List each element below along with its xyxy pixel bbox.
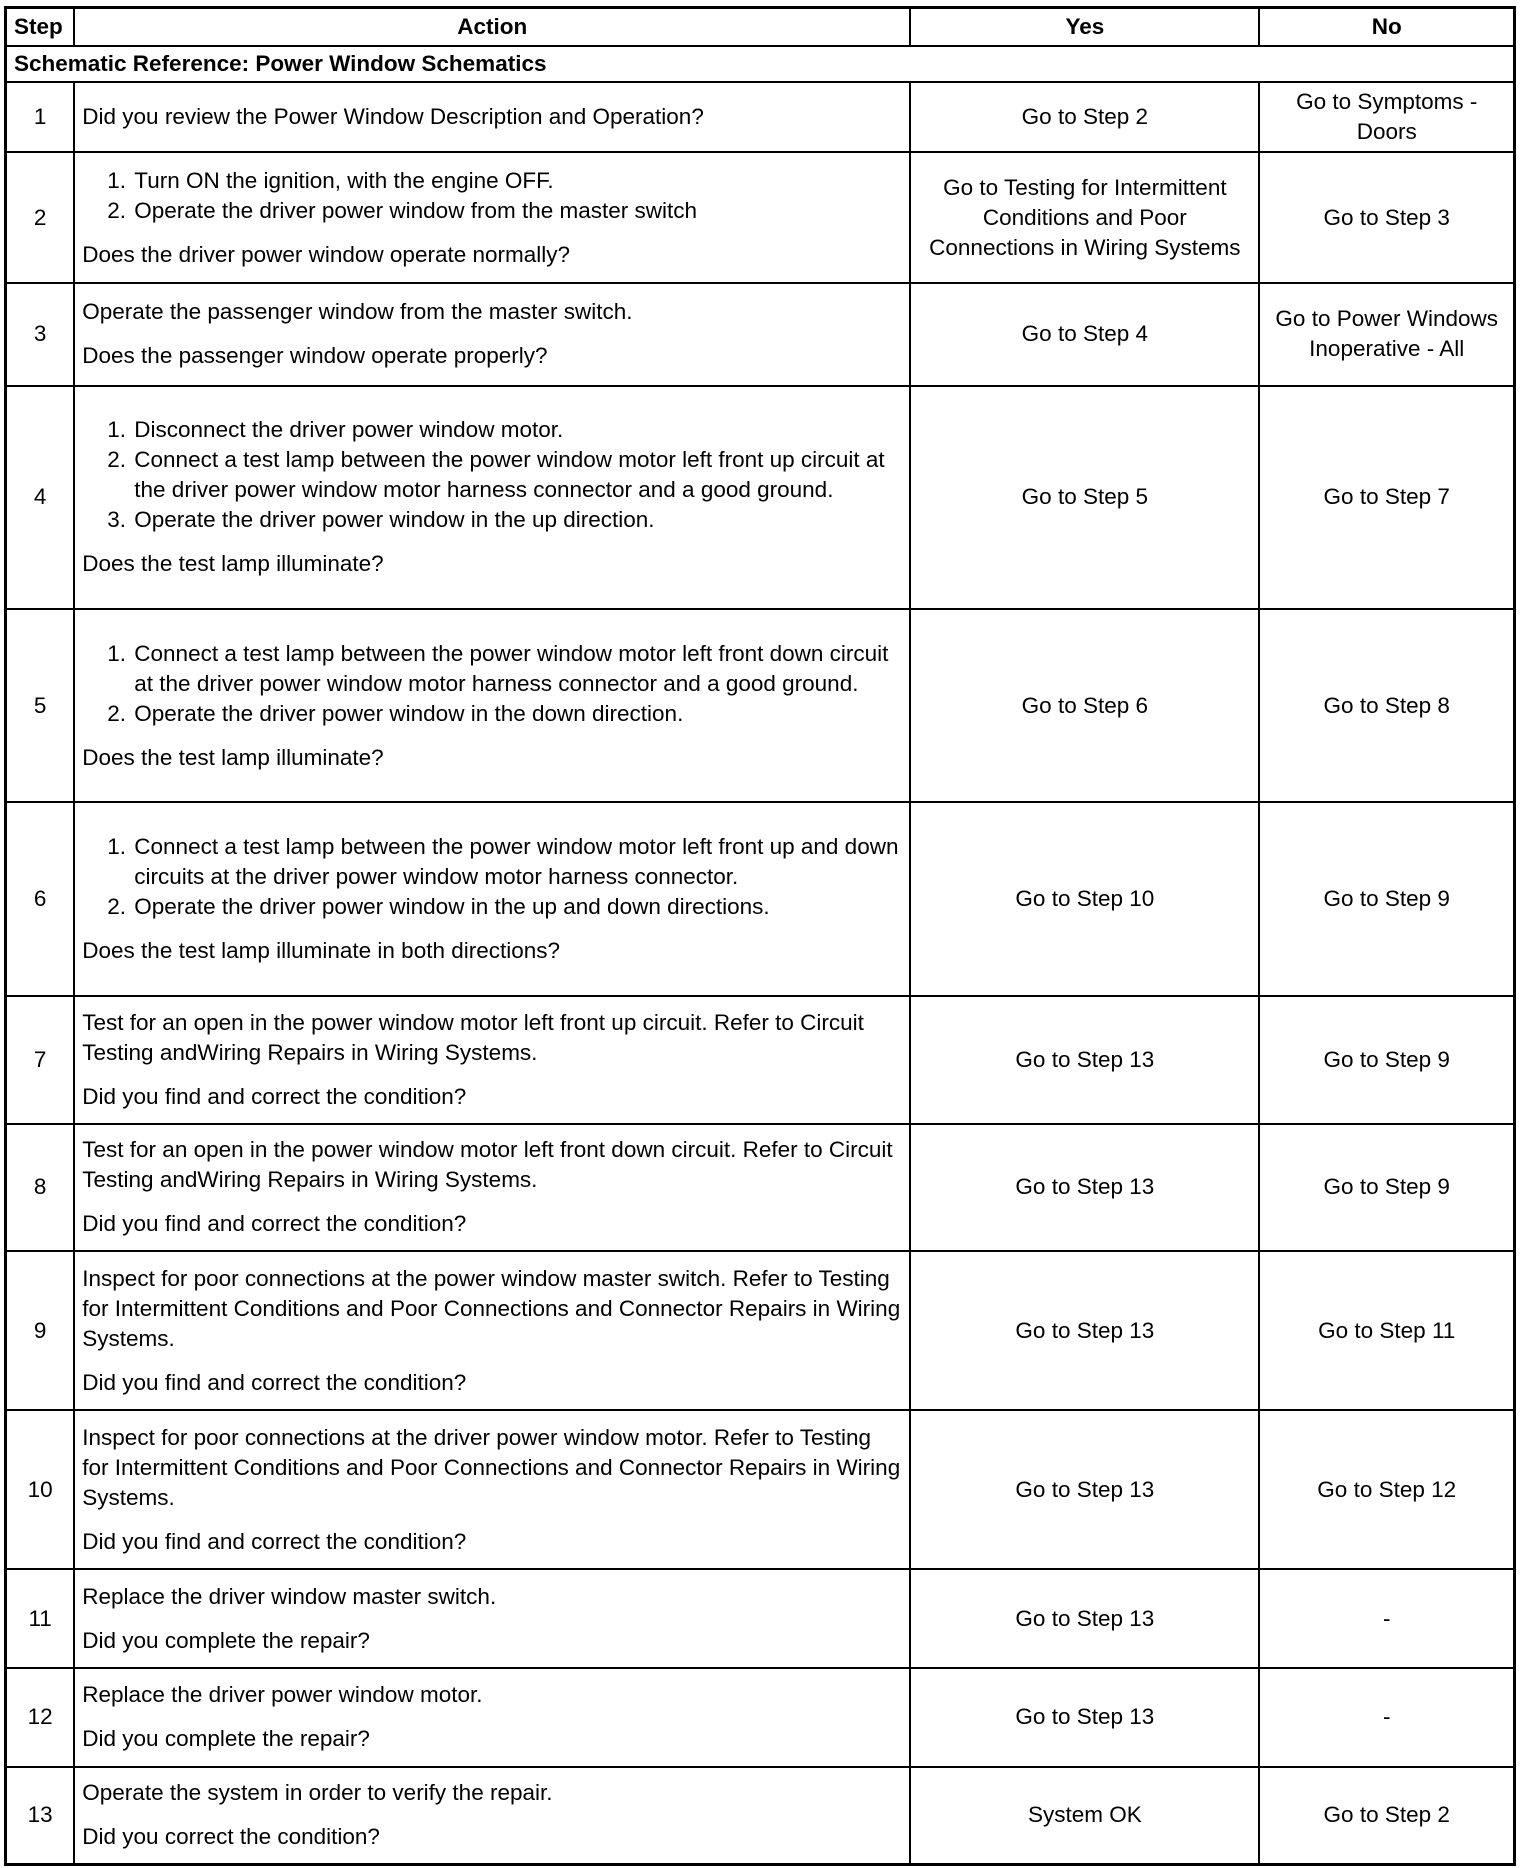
action-cell [74, 1569, 910, 1668]
table-row [6, 1410, 1515, 1569]
step-number: 3 [6, 283, 75, 386]
action-text: Did you review the Power Window Description and Operation? [82, 103, 704, 129]
step-number: 6 [6, 802, 75, 995]
no-result: Go to Step 2 [1259, 1767, 1514, 1865]
action-step-item: 3. Operate the driver power window in the up direction. [132, 505, 902, 535]
no-result: Go to Step 3 [1259, 152, 1514, 283]
action-cell [74, 1767, 910, 1865]
action-text: Inspect for poor connections at the driver power window motor. Refer to Testing for Intermittent Conditions and Poor Connections and Connector Repairs in Wiring Systems. [82, 1424, 901, 1510]
step-number: 10 [6, 1410, 75, 1569]
action-question: Does the passenger window operate properly? [82, 343, 548, 369]
yes-result: Go to Step 6 [910, 609, 1259, 802]
no-result: - [1259, 1668, 1514, 1767]
action-cell [74, 1251, 910, 1410]
yes-result: System OK [910, 1767, 1259, 1865]
yes-result: Go to Step 10 [910, 802, 1259, 995]
action-question: Did you correct the condition? [82, 1824, 380, 1850]
no-result: Go to Power Windows Inoperative - All [1259, 283, 1514, 386]
table-row [6, 996, 1515, 1124]
action-step-item: 2. Operate the driver power window from the master switch [132, 196, 902, 226]
table-row [6, 1569, 1515, 1668]
yes-result: Go to Testing for Intermittent Conditions and Poor Connections in Wiring Systems [910, 152, 1259, 283]
action-question: Did you complete the repair? [82, 1627, 370, 1653]
action-question: Did you complete the repair? [82, 1726, 370, 1752]
no-result: Go to Step 7 [1259, 386, 1514, 609]
no-result: Go to Step 9 [1259, 996, 1514, 1124]
step-number: 8 [6, 1124, 75, 1252]
yes-result: Go to Step 13 [910, 1569, 1259, 1668]
action-cell [74, 82, 910, 152]
action-question: Did you find and correct the condition? [82, 1083, 467, 1109]
no-result: Go to Step 9 [1259, 802, 1514, 995]
action-cell [74, 283, 910, 386]
yes-result: Go to Step 5 [910, 386, 1259, 609]
step-number: 7 [6, 996, 75, 1124]
table-row [6, 82, 1515, 152]
table-row [6, 1251, 1515, 1410]
action-steps-list [82, 166, 902, 226]
action-text: Operate the system in order to verify the repair. [82, 1780, 553, 1806]
action-question: Does the test lamp illuminate? [82, 744, 384, 770]
table-row [6, 1668, 1515, 1767]
diagnostic-table [4, 6, 1516, 1866]
header-yes: Yes [910, 8, 1259, 46]
action-step-item: 1. Turn ON the ignition, with the engine OFF. [132, 166, 902, 196]
action-question: Did you find and correct the condition? [82, 1369, 467, 1395]
action-question: Did you find and correct the condition? [82, 1528, 467, 1554]
yes-result: Go to Step 13 [910, 1410, 1259, 1569]
action-question: Did you find and correct the condition? [82, 1211, 467, 1237]
table-row [6, 802, 1515, 995]
no-result: Go to Step 9 [1259, 1124, 1514, 1252]
table-row [6, 1124, 1515, 1252]
yes-result: Go to Step 13 [910, 1124, 1259, 1252]
action-steps-list [82, 639, 902, 729]
table-row [6, 386, 1515, 609]
yes-result: Go to Step 4 [910, 283, 1259, 386]
action-step-item: 2. Operate the driver power window in the down direction. [132, 699, 902, 729]
step-number: 2 [6, 152, 75, 283]
no-result: Go to Step 12 [1259, 1410, 1514, 1569]
action-cell [74, 802, 910, 995]
schematic-reference-row [6, 46, 1515, 82]
step-number: 13 [6, 1767, 75, 1865]
action-steps-list [82, 832, 902, 922]
header-no: No [1259, 8, 1514, 46]
header-step: Step [6, 8, 75, 46]
action-cell [74, 152, 910, 283]
yes-result: Go to Step 13 [910, 996, 1259, 1124]
action-question: Does the driver power window operate normally? [82, 241, 571, 267]
action-text: Test for an open in the power window motor left front down circuit. Refer to Circuit Testing andWiring Repairs in Wiring Systems. [82, 1137, 893, 1193]
step-number: 5 [6, 609, 75, 802]
step-number: 12 [6, 1668, 75, 1767]
action-text: Replace the driver window master switch. [82, 1583, 497, 1609]
action-text: Operate the passenger window from the master switch. [82, 299, 633, 325]
action-text: Replace the driver power window motor. [82, 1682, 483, 1708]
no-result: Go to Step 8 [1259, 609, 1514, 802]
action-text: Test for an open in the power window motor left front up circuit. Refer to Circuit Testing andWiring Repairs in Wiring Systems. [82, 1009, 864, 1065]
action-steps-list [82, 415, 902, 535]
no-result: Go to Step 11 [1259, 1251, 1514, 1410]
table-row [6, 1767, 1515, 1865]
step-number: 11 [6, 1569, 75, 1668]
step-number: 1 [6, 82, 75, 152]
action-cell [74, 609, 910, 802]
action-cell [74, 386, 910, 609]
action-step-item: 1. Disconnect the driver power window motor. [132, 415, 902, 445]
schematic-reference: Schematic Reference: Power Window Schematics [6, 46, 1515, 82]
action-question: Does the test lamp illuminate in both directions? [82, 938, 561, 964]
table-row [6, 152, 1515, 283]
yes-result: Go to Step 13 [910, 1251, 1259, 1410]
table-row [6, 283, 1515, 386]
action-cell [74, 1668, 910, 1767]
action-step-item: 1. Connect a test lamp between the power window motor left front down circuit at the driver power window motor harness connector and a good ground. [132, 639, 902, 699]
action-text: Inspect for poor connections at the power window master switch. Refer to Testing for Intermittent Conditions and Poor Connections and Connector Repairs in Wiring Systems. [82, 1265, 901, 1351]
yes-result: Go to Step 13 [910, 1668, 1259, 1767]
table-row [6, 609, 1515, 802]
action-step-item: 2. Connect a test lamp between the power window motor left front up circuit at the driver power window motor harness connector and a good ground. [132, 445, 902, 505]
action-cell [74, 1410, 910, 1569]
action-cell [74, 996, 910, 1124]
step-number: 4 [6, 386, 75, 609]
header-row [6, 8, 1515, 46]
action-step-item: 2. Operate the driver power window in the up and down directions. [132, 892, 902, 922]
action-step-item: 1. Connect a test lamp between the power window motor left front up and down circuits at the driver power window motor harness connector. [132, 832, 902, 892]
header-action: Action [74, 8, 910, 46]
yes-result: Go to Step 2 [910, 82, 1259, 152]
step-number: 9 [6, 1251, 75, 1410]
action-question: Does the test lamp illuminate? [82, 551, 384, 577]
action-cell [74, 1124, 910, 1252]
no-result: - [1259, 1569, 1514, 1668]
no-result: Go to Symptoms - Doors [1259, 82, 1514, 152]
